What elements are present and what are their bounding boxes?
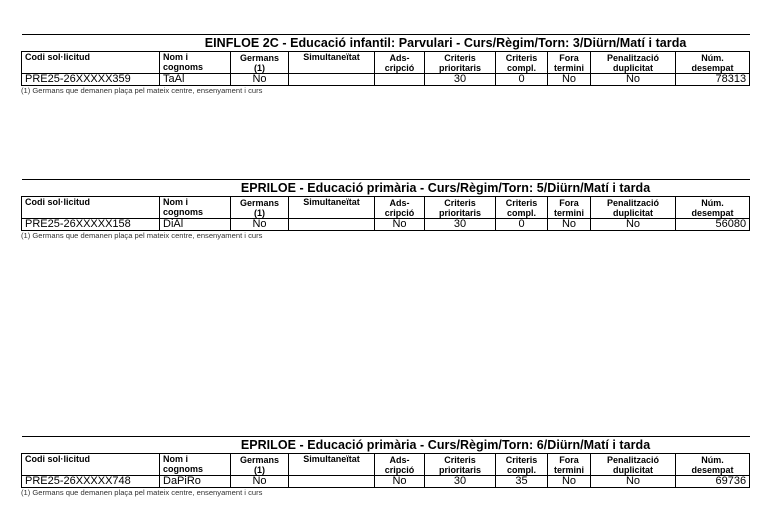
cell-simultaneitat xyxy=(289,219,375,231)
col-header-criteris-compl: Criteris compl. xyxy=(496,52,548,74)
cell-germans: No xyxy=(231,476,289,488)
cell-simultaneitat xyxy=(289,74,375,86)
col-header-germans: Germans (1) xyxy=(231,454,289,476)
col-header-nom: Nom i cognoms xyxy=(160,197,231,219)
cell-germans: No xyxy=(231,219,289,231)
col-header-fora-termini: Fora termini xyxy=(548,454,591,476)
table-title-row xyxy=(22,180,750,197)
cell-criteris-compl: 0 xyxy=(496,74,548,86)
col-header-desempat: Núm. desempat xyxy=(676,454,750,476)
cell-desempat: 78313 xyxy=(676,74,750,86)
col-header-nom: Nom i cognoms xyxy=(160,454,231,476)
col-header-penalitzacio: Penalització duplicitat xyxy=(591,52,676,74)
table-title-row xyxy=(22,437,750,454)
col-header-adscripcio: Ads- cripció xyxy=(375,197,425,219)
col-header-criteris-compl: Criteris compl. xyxy=(496,197,548,219)
cell-criteris-compl: 0 xyxy=(496,219,548,231)
col-header-criteris-prioritaris: Criteris prioritaris xyxy=(425,454,496,476)
cell-criteris-compl: 35 xyxy=(496,476,548,488)
col-header-adscripcio: Ads- cripció xyxy=(375,454,425,476)
result-table xyxy=(21,179,750,231)
cell-nom: TaAl xyxy=(160,74,231,86)
col-header-simultaneitat: Simultaneïtat xyxy=(289,197,375,219)
footnote: (1) Germans que demanen plaça pel mateix centre, ensenyament i curs xyxy=(21,231,263,240)
col-header-simultaneitat: Simultaneïtat xyxy=(289,454,375,476)
cell-criteris-prioritaris: 30 xyxy=(425,476,496,488)
footnote: (1) Germans que demanen plaça pel mateix centre, ensenyament i curs xyxy=(21,86,263,95)
col-header-desempat: Núm. desempat xyxy=(676,197,750,219)
cell-germans: No xyxy=(231,74,289,86)
cell-penalitzacio: No xyxy=(591,476,676,488)
cell-codi: PRE25-26XXXXX359 xyxy=(22,74,160,86)
result-block xyxy=(21,34,749,95)
col-header-criteris-prioritaris: Criteris prioritaris xyxy=(425,52,496,74)
col-header-fora-termini: Fora termini xyxy=(548,197,591,219)
cell-fora-termini: No xyxy=(548,476,591,488)
table-row xyxy=(22,219,750,231)
col-header-desempat: Núm. desempat xyxy=(676,52,750,74)
table-title-row xyxy=(22,35,750,52)
col-header-simultaneitat: Simultaneïtat xyxy=(289,52,375,74)
col-header-nom: Nom i cognoms xyxy=(160,52,231,74)
col-header-germans: Germans (1) xyxy=(231,197,289,219)
cell-penalitzacio: No xyxy=(591,74,676,86)
cell-codi: PRE25-26XXXXX748 xyxy=(22,476,160,488)
table-row xyxy=(22,74,750,86)
table-row xyxy=(22,476,750,488)
table-title: EINFLOE 2C - Educació infantil: Parvulari - Curs/Règim/Torn: 3/Diürn/Matí i tarda xyxy=(204,36,687,50)
result-block xyxy=(21,436,749,497)
cell-desempat: 56080 xyxy=(676,219,750,231)
result-table xyxy=(21,436,750,488)
col-header-criteris-prioritaris: Criteris prioritaris xyxy=(425,197,496,219)
result-block xyxy=(21,179,749,240)
cell-nom: DaPiRo xyxy=(160,476,231,488)
col-header-codi: Codi sol·licitud xyxy=(22,454,160,476)
col-header-penalitzacio: Penalització duplicitat xyxy=(591,454,676,476)
col-header-criteris-compl: Criteris compl. xyxy=(496,454,548,476)
table-title: EPRILOE - Educació primària - Curs/Règim/Torn: 5/Diürn/Matí i tarda xyxy=(240,181,651,195)
col-header-germans: Germans (1) xyxy=(231,52,289,74)
cell-nom: DiAl xyxy=(160,219,231,231)
cell-criteris-prioritaris: 30 xyxy=(425,74,496,86)
col-header-fora-termini: Fora termini xyxy=(548,52,591,74)
cell-simultaneitat xyxy=(289,476,375,488)
table-header-row xyxy=(22,454,750,476)
table-title: EPRILOE - Educació primària - Curs/Règim/Torn: 6/Diürn/Matí i tarda xyxy=(240,438,651,452)
cell-desempat: 69736 xyxy=(676,476,750,488)
cell-fora-termini: No xyxy=(548,74,591,86)
table-header-row xyxy=(22,197,750,219)
cell-penalitzacio: No xyxy=(591,219,676,231)
cell-adscripcio: No xyxy=(375,476,425,488)
cell-fora-termini: No xyxy=(548,219,591,231)
col-header-penalitzacio: Penalització duplicitat xyxy=(591,197,676,219)
table-header-row xyxy=(22,52,750,74)
cell-adscripcio xyxy=(375,74,425,86)
cell-adscripcio: No xyxy=(375,219,425,231)
footnote: (1) Germans que demanen plaça pel mateix centre, ensenyament i curs xyxy=(21,488,263,497)
result-table xyxy=(21,34,750,86)
col-header-codi: Codi sol·licitud xyxy=(22,52,160,74)
col-header-adscripcio: Ads- cripció xyxy=(375,52,425,74)
cell-codi: PRE25-26XXXXX158 xyxy=(22,219,160,231)
col-header-codi: Codi sol·licitud xyxy=(22,197,160,219)
cell-criteris-prioritaris: 30 xyxy=(425,219,496,231)
